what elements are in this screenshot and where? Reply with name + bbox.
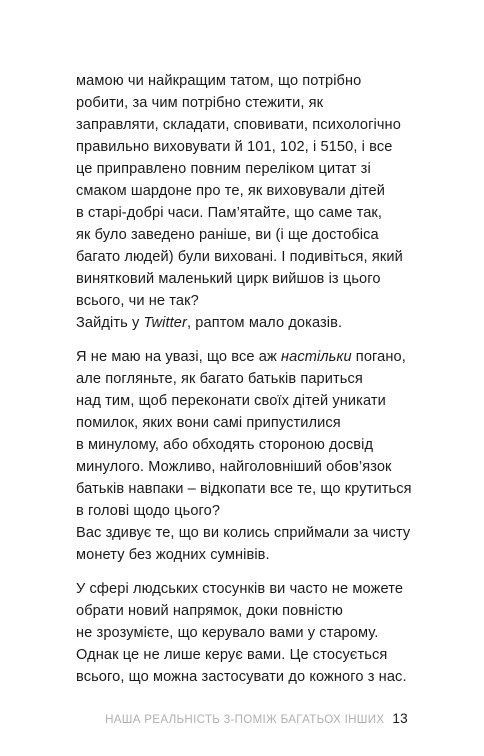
text-run: робити, за чим потрібно стежити, як — [76, 95, 324, 111]
text-run: не зрозумієте, що керувало вами у старому. — [76, 625, 379, 641]
paragraph — [76, 578, 407, 688]
text-run: всього, чи не так? — [76, 293, 199, 309]
text-line — [76, 390, 412, 412]
text-line — [76, 268, 403, 290]
text-run: , раптом мало доказів. — [186, 315, 343, 331]
paragraph — [76, 70, 403, 312]
text-line — [76, 500, 412, 522]
text-run: Я не маю на увазі, що все аж — [76, 349, 281, 365]
text-line — [76, 622, 407, 644]
text-line — [76, 600, 407, 622]
page-footer — [105, 710, 408, 728]
text-run: обрати новий напрямок, доки повністю — [76, 603, 343, 619]
text-run: в минулому, або обходять стороною досвід — [76, 437, 374, 453]
text-run: мамою чи найкращим татом, що потрібно — [76, 73, 362, 89]
text-line — [76, 202, 403, 224]
text-line — [76, 666, 407, 688]
text-line — [76, 412, 412, 434]
text-line — [76, 346, 412, 368]
text-line — [76, 158, 403, 180]
text-run: погано, — [351, 349, 406, 365]
text-line — [76, 246, 403, 268]
text-line — [76, 644, 407, 666]
text-line — [76, 114, 403, 136]
italic-text: настільки — [281, 349, 352, 365]
text-line — [76, 290, 403, 312]
text-line — [76, 578, 407, 600]
text-line — [76, 368, 412, 390]
text-run: Зайдіть у — [76, 315, 144, 331]
text-run: Вас здивує те, що ви колись сприймали за чисту — [76, 525, 411, 541]
text-run: в голові щодо цього? — [76, 503, 221, 519]
text-line — [76, 92, 403, 114]
text-line — [76, 434, 412, 456]
text-run: багато людей) були виховані. І подивіться, який — [76, 249, 403, 265]
text-run: винятковий маленький цирк вийшов із цього — [76, 271, 381, 287]
text-run: батьків навпаки – відкопати все те, що крутиться — [76, 481, 412, 497]
italic-text: Twitter — [143, 315, 187, 331]
text-run: Однак це не лише керує вами. Це стосується — [76, 647, 388, 663]
text-run: правильно виховувати й 101, 102, і 5150, і все — [76, 139, 393, 155]
paragraph — [76, 522, 410, 566]
text-run: це приправлено повним переліком цитат зі — [76, 161, 371, 177]
text-line — [76, 478, 412, 500]
text-line — [76, 522, 410, 544]
running-head: НАША РЕАЛЬНІСТЬ 3-ПОМІЖ БАГАТЬОХ ІНШИХ — [105, 713, 385, 726]
text-line — [76, 312, 342, 334]
text-run: але погляньте, як багато батьків париться — [76, 371, 363, 387]
paragraph — [76, 312, 342, 334]
page-number: 13 — [392, 711, 408, 726]
text-run: всього, що можна застосувати до кожного з нас. — [76, 669, 407, 685]
paragraph — [76, 346, 412, 522]
text-run: як було заведено раніше, ви (і ще достобіса — [76, 227, 379, 243]
text-line — [76, 544, 410, 566]
text-line — [76, 136, 403, 158]
text-run: помилок, яких вони самі припустилися — [76, 415, 341, 431]
text-run: минулого. Можливо, найголовніший обов’язок — [76, 459, 392, 475]
text-run: монету без жодних сумнівів. — [76, 547, 270, 563]
text-run: смаком шардоне про те, як виховували дітей — [76, 183, 386, 199]
text-line — [76, 224, 403, 246]
text-line — [76, 456, 412, 478]
text-line — [76, 180, 403, 202]
text-run: У сфері людських стосунків ви часто не можете — [76, 581, 404, 597]
text-line — [76, 70, 403, 92]
text-run: заправляти, складати, сповивати, психологічно — [76, 117, 401, 133]
text-run: в старі-добрі часи. Пам’ятайте, що саме так, — [76, 205, 383, 221]
text-run: над тим, щоб переконати своїх дітей уникати — [76, 393, 386, 409]
